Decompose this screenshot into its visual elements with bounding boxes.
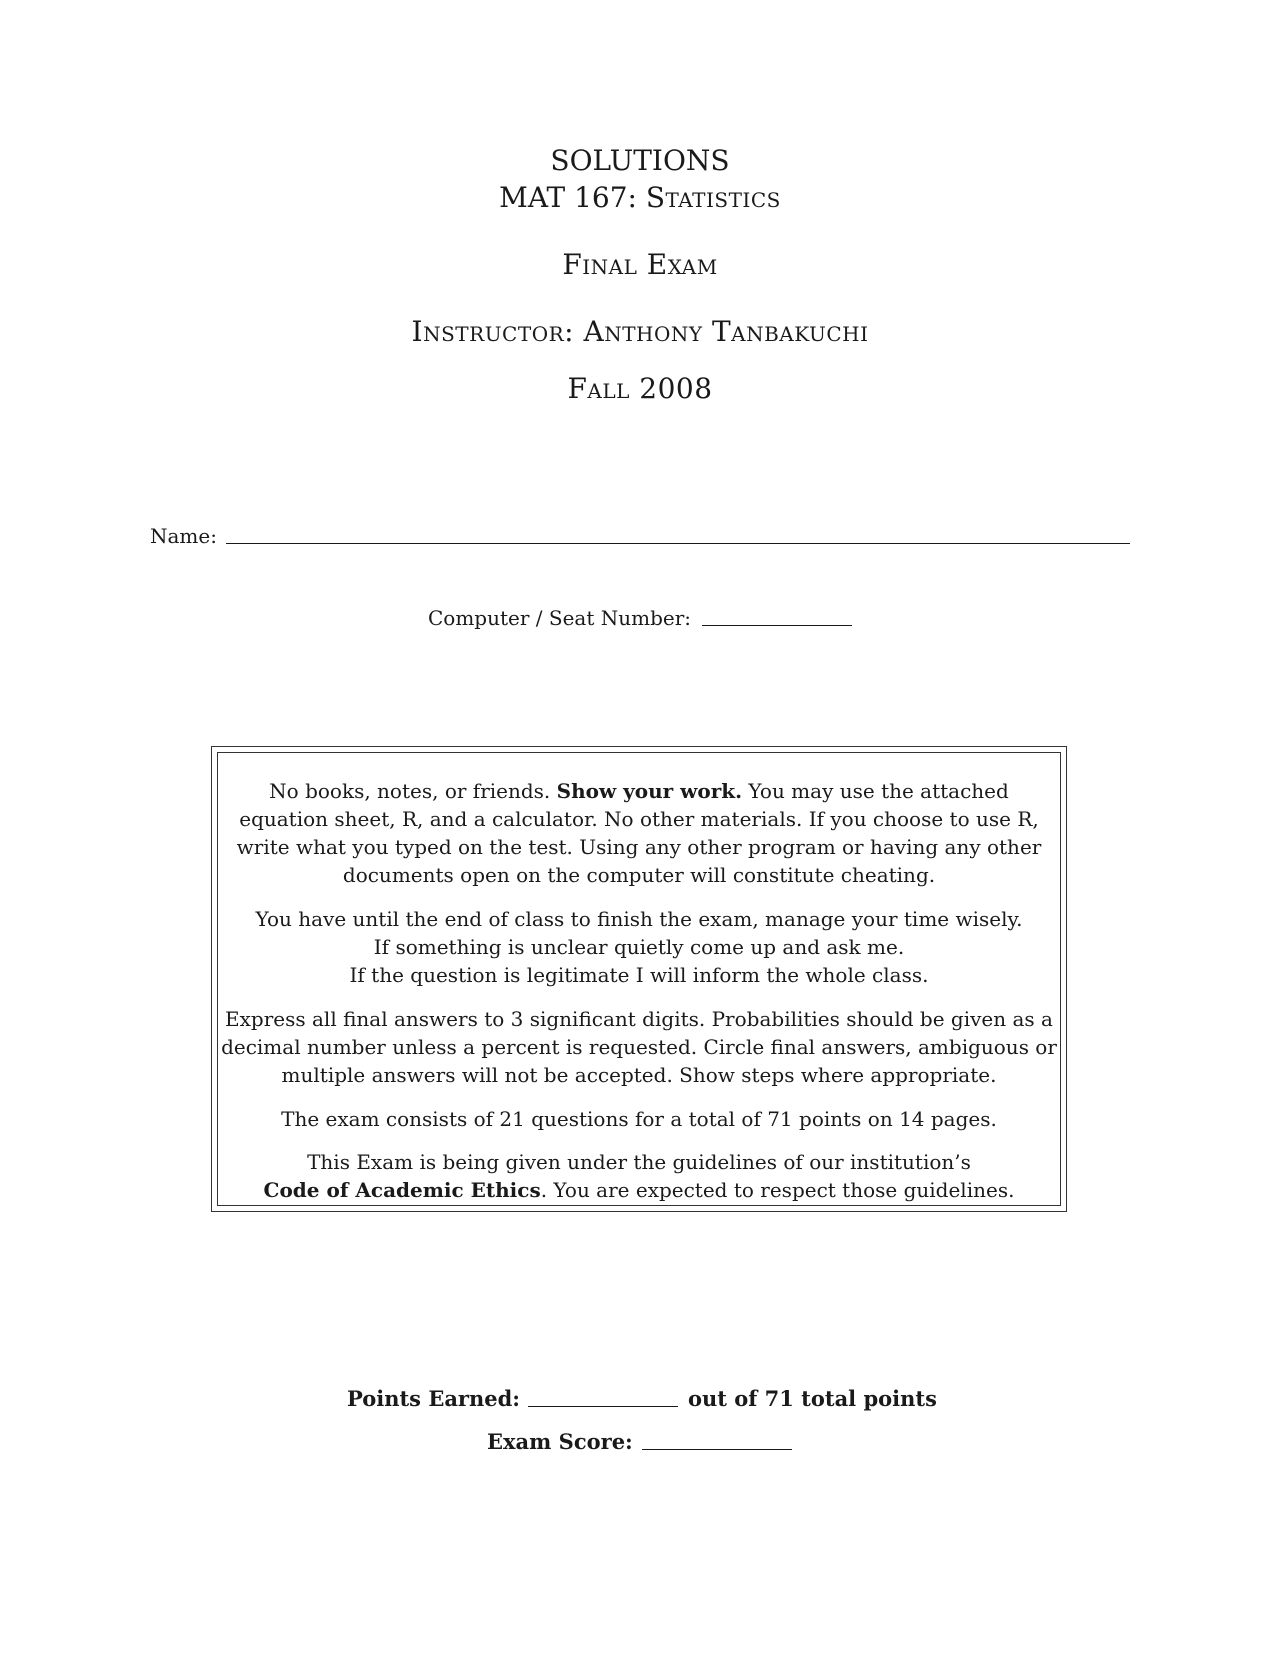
show-work-emphasis: Show your work. xyxy=(556,779,743,803)
instructions-line: This Exam is being given under the guidelines of our institution’s xyxy=(307,1150,971,1174)
instructions-answers-paragraph xyxy=(218,1005,1060,1089)
instructions-line: equation sheet, R, and a calculator. No other materials. If you choose to use R, xyxy=(239,807,1039,831)
instructions-line: If something is unclear quietly come up and ask me. xyxy=(373,935,905,959)
exam-title: Final Exam xyxy=(562,248,718,281)
points-earned-label: Points Earned: xyxy=(347,1386,521,1411)
instructor-line: Instructor: Anthony Tanbakuchi xyxy=(411,315,869,348)
instructions-line: Express all final answers to 3 significant digits. Probabilities should be given as a xyxy=(225,1007,1053,1031)
instructions-line: You have until the end of class to finish the exam, manage your time wisely. xyxy=(255,907,1023,931)
instructions-text: You may use the attached xyxy=(742,779,1009,803)
instructions-line: decimal number unless a percent is requested. Circle final answers, ambiguous or xyxy=(221,1035,1057,1059)
instructions-time-paragraph xyxy=(218,905,1060,989)
solutions-heading: SOLUTIONS xyxy=(550,144,730,177)
seat-number-blank-line[interactable] xyxy=(702,625,852,626)
term-line: Fall 2008 xyxy=(567,372,713,405)
course-name: Statistics xyxy=(645,181,781,214)
instructions-line: write what you typed on the test. Using any other program or having any other xyxy=(236,835,1042,859)
instructions-line: The exam consists of 21 questions for a total of 71 points on 14 pages. xyxy=(281,1107,997,1131)
instructions-line xyxy=(218,1176,1060,1204)
instructions-exam-size-paragraph xyxy=(218,1105,1060,1133)
seat-number-label: Computer / Seat Number: xyxy=(428,606,692,630)
instructions-line: documents open on the computer will constitute cheating. xyxy=(342,863,936,887)
code-of-ethics-emphasis: Code of Academic Ethics xyxy=(263,1178,541,1202)
instructions-line: multiple answers will not be accepted. Show steps where appropriate. xyxy=(281,1063,997,1087)
course-code: MAT 167: xyxy=(499,181,646,214)
exam-score-blank-line[interactable] xyxy=(642,1449,792,1450)
name-label: Name: xyxy=(150,524,217,548)
instructions-line xyxy=(218,777,1060,805)
instructions-text: . You are expected to respect those guidelines. xyxy=(540,1178,1015,1202)
instructions-materials-paragraph xyxy=(218,777,1060,889)
instructions-ethics-paragraph xyxy=(218,1148,1060,1204)
instructions-inner-frame xyxy=(217,752,1061,1206)
name-blank-line[interactable] xyxy=(226,543,1130,544)
course-title xyxy=(0,181,1280,214)
points-total-text: out of 71 total points xyxy=(688,1386,937,1411)
instructions-text: No books, notes, or friends. xyxy=(269,779,557,803)
exam-score-label: Exam Score: xyxy=(487,1429,633,1454)
instructions-box xyxy=(211,746,1067,1212)
instructions-line: If the question is legitimate I will inform the whole class. xyxy=(349,963,929,987)
points-earned-blank-line[interactable] xyxy=(528,1406,678,1407)
